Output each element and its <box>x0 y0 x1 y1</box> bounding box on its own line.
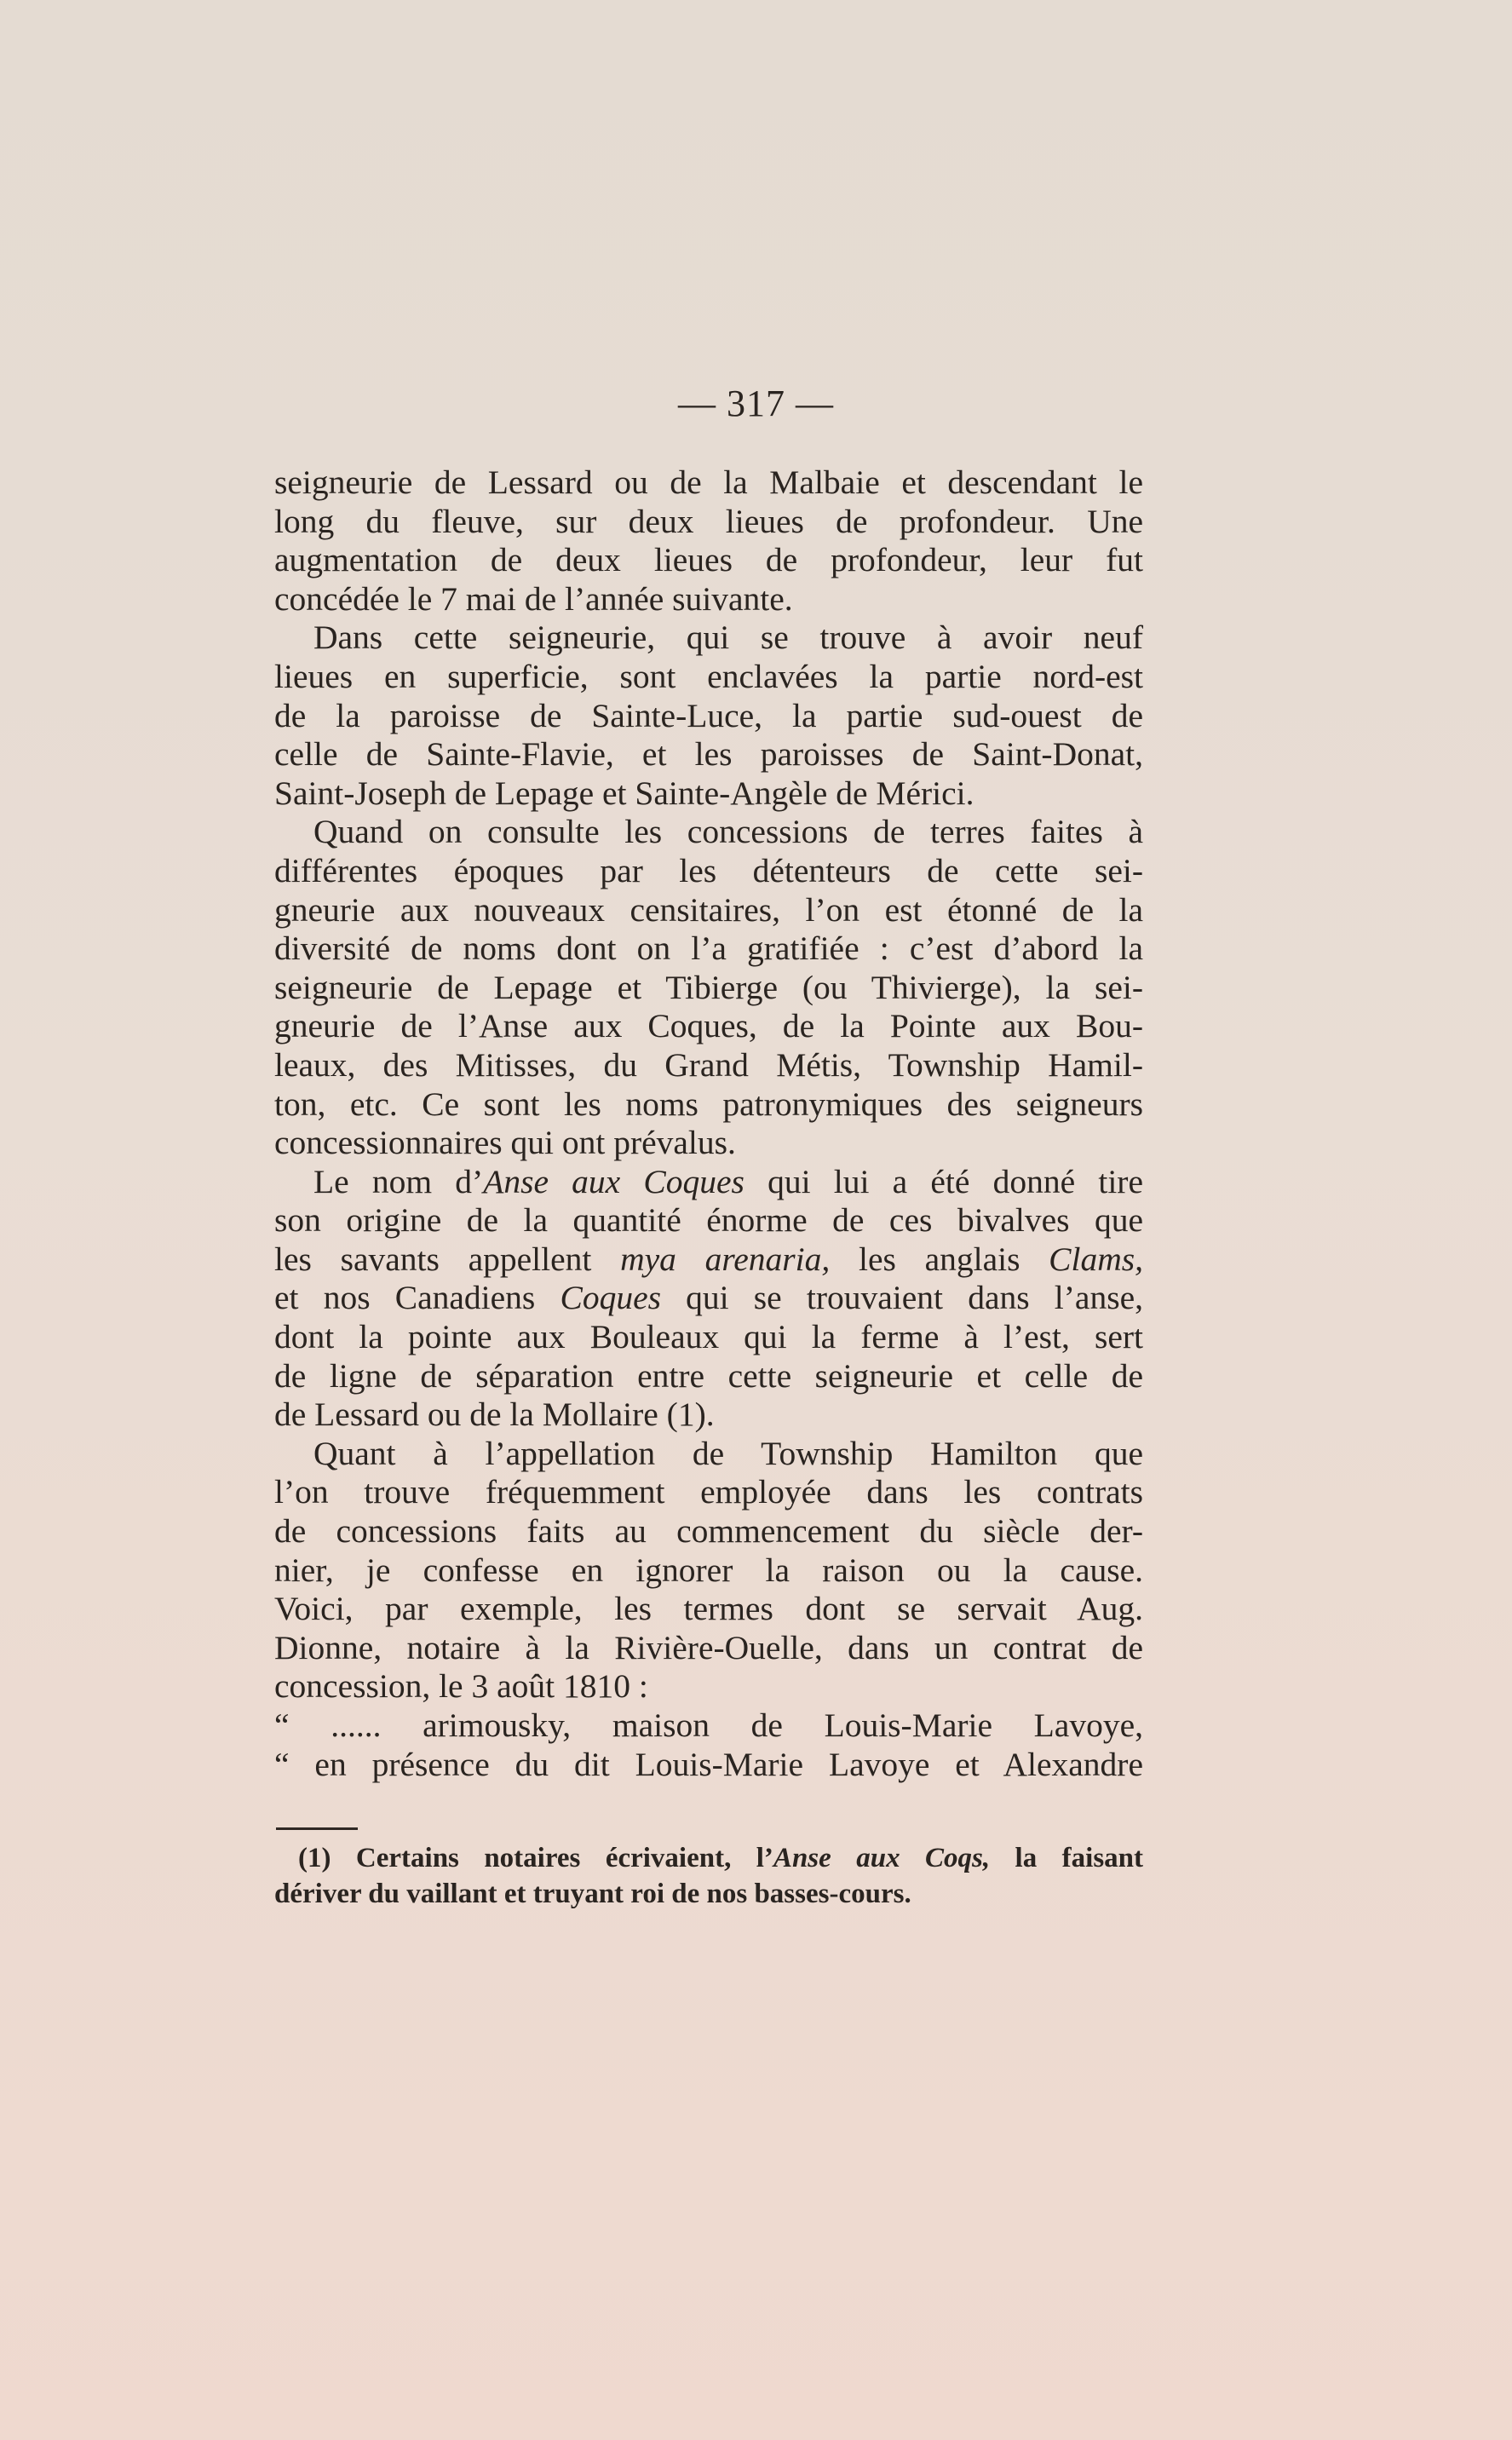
body-text <box>274 463 1143 1784</box>
text-line: seigneurie de Lessard ou de la Malbaie et descendant le <box>274 463 1143 501</box>
text-run: Le nom d’ <box>313 1162 484 1200</box>
text-line: de Lessard ou de la Mollaire (1). <box>274 1396 715 1434</box>
text-line: concession, le 3 août 1810 : <box>274 1667 648 1706</box>
text-line: son origine de la quantité énorme de ces bivalves que <box>274 1201 1143 1240</box>
text-line: différentes époques par les détenteurs de cette sei- <box>274 851 1143 889</box>
italic-term: Clams, <box>1049 1240 1144 1278</box>
text-run: (1) Certains notaires écrivaient, l’ <box>298 1843 773 1873</box>
text-line: Voici, par exemple, les termes dont se servait Aug. <box>274 1590 1143 1628</box>
quote-line: “ en présence du dit Louis-Marie Lavoye et Alexandre <box>274 1745 1143 1783</box>
text-line: lieues en superficie, sont enclavées la partie nord-est <box>274 657 1143 695</box>
text-line: nier, je confesse en ignorer la raison ou la cause. <box>274 1551 1143 1589</box>
text-line <box>274 1240 1143 1280</box>
footnote-divider <box>276 1827 358 1830</box>
paragraph-start-line: Dans cette seigneurie, qui se trouve à avoir neuf <box>313 619 1143 657</box>
text-line: ton, etc. Ce sont les noms patronymiques des seigneurs <box>274 1085 1143 1123</box>
text-line: concédée le 7 mai de l’année suivante. <box>274 579 793 618</box>
text-line: diversité de noms dont on l’a gratifiée : c’est d’abord la <box>274 929 1143 968</box>
text-run: la faisant <box>990 1843 1144 1873</box>
text-line: concessionnaires qui ont prévalus. <box>274 1124 736 1162</box>
page-number: — 317 — <box>678 383 834 424</box>
paragraph-start-line <box>274 1163 1143 1202</box>
text-line <box>274 1279 1143 1318</box>
text-line: gneurie aux nouveaux censitaires, l’on est étonné de la <box>274 890 1143 929</box>
text-line: l’on trouve fréquemment employée dans les contrats <box>274 1473 1143 1511</box>
italic-term: Anse aux Coqs, <box>773 1843 991 1873</box>
text-line: celle de Sainte-Flavie, et les paroisses de Saint-Donat, <box>274 735 1143 774</box>
text-line: Dionne, notaire à la Rivière-Ouelle, dans un contrat de <box>274 1628 1143 1666</box>
text-line: dont la pointe aux Bouleaux qui la ferme à l’est, sert <box>274 1318 1143 1356</box>
text-line: de ligne de séparation entre cette seigneurie et celle de <box>274 1356 1143 1395</box>
text-line: long du fleuve, sur deux lieues de profondeur. Une <box>274 502 1143 540</box>
text-line: augmentation de deux lieues de profondeur, leur fut <box>274 541 1143 579</box>
text-line: Saint-Joseph de Lepage et Sainte-Angèle de Mérici. <box>274 774 974 812</box>
italic-term: Coques <box>560 1279 661 1317</box>
text-line: de la paroisse de Sainte-Luce, la partie sud-ouest de <box>274 696 1143 734</box>
text-run: qui se trouvaient dans l’anse, <box>660 1279 1143 1317</box>
text-run: et nos Canadiens <box>274 1279 561 1317</box>
paragraph-start-line: Quand on consulte les concessions de terres faites à <box>313 813 1143 851</box>
text-line: seigneurie de Lepage et Tibierge (ou Thivierge), la sei- <box>274 968 1143 1006</box>
text-run: les savants appellent <box>274 1240 621 1278</box>
text-line: leaux, des Mitisses, du Grand Métis, Township Hamil- <box>274 1045 1143 1084</box>
paragraph-start-line: Quant à l’appellation de Township Hamilton que <box>313 1434 1143 1472</box>
footnote-line <box>274 1840 1143 1876</box>
text-run: qui lui a été donné tire <box>744 1162 1143 1200</box>
footnote <box>274 1840 1143 1912</box>
text-line: gneurie de l’Anse aux Coques, de la Pointe aux Bou- <box>274 1007 1143 1045</box>
footnote-line: dériver du vaillant et truyant roi de nos basses-cours. <box>274 1879 911 1909</box>
italic-term: mya arenaria, <box>620 1240 831 1278</box>
text-run: les anglais <box>830 1240 1049 1278</box>
quote-line: “ ...... arimousky, maison de Louis-Marie Lavoye, <box>274 1706 1143 1744</box>
italic-term: Anse aux Coques <box>483 1162 745 1200</box>
text-line: de concessions faits au commencement du siècle der- <box>274 1512 1143 1551</box>
